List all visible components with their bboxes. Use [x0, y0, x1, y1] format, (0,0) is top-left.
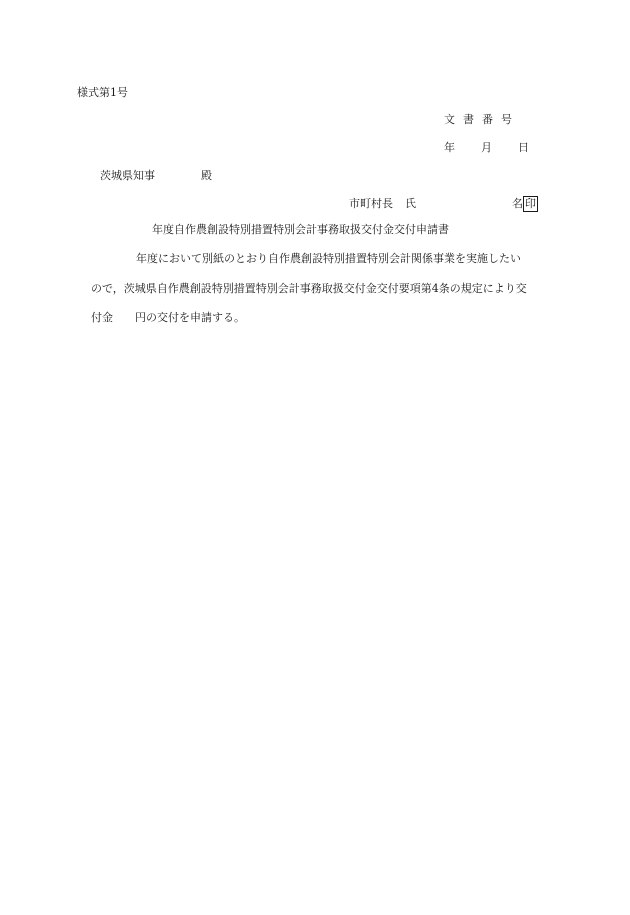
body-line-3-prefix: 付金: [91, 311, 113, 324]
seal-stamp-box: 印: [525, 197, 536, 210]
date-line: [444, 141, 529, 155]
addressee-line: [100, 169, 212, 183]
body-text-line-2: ので，茨城県自作農創設特別措置特別会計事務取扱交付金交付要項第4条の規定により交: [91, 282, 527, 295]
document-number-label: 文書番号: [444, 113, 520, 126]
body-text-line-1: 年度において別紙のとおり自作農創設特別措置特別会計関係事業を実施したい: [136, 252, 521, 265]
body-line-3-suffix: 円の交付を申請する。: [135, 311, 245, 324]
recipient-name: 茨城県知事: [100, 169, 155, 182]
date-month-label: 月: [481, 141, 492, 154]
form-number: 様式第1号: [77, 86, 128, 99]
sender-name-suffix: 名: [512, 197, 523, 210]
sender-line: [349, 196, 538, 212]
sender-name-label: 氏: [405, 197, 416, 210]
date-year-label: 年: [444, 141, 455, 154]
recipient-honorific: 殿: [201, 169, 212, 182]
document-title: 年度自作農創設特別措置特別会計事務取扱交付金交付申請書: [152, 223, 449, 236]
sender-title: 市町村長: [349, 197, 393, 210]
body-text-line-3: [91, 311, 245, 325]
date-day-label: 日: [518, 141, 529, 154]
